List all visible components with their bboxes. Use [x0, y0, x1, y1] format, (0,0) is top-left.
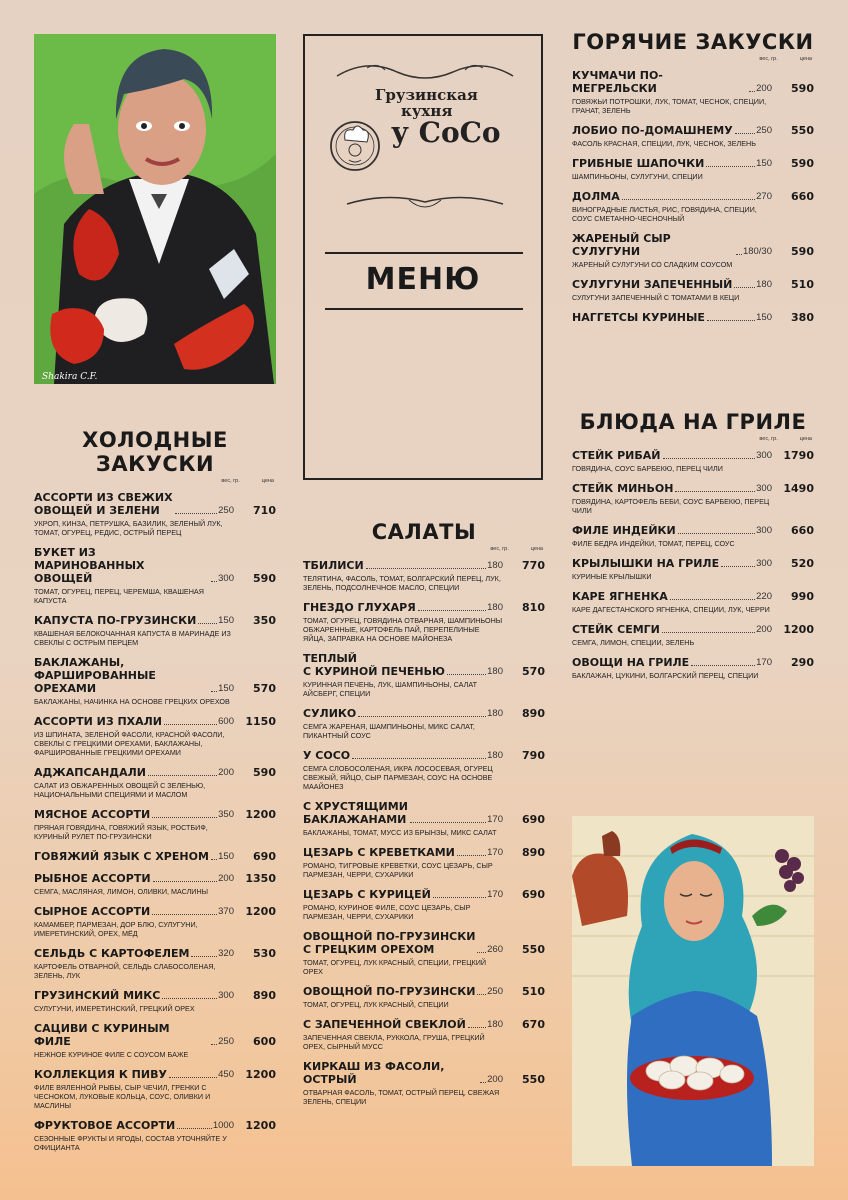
item-price: 1350 — [245, 872, 276, 885]
column-headers — [572, 56, 812, 62]
item-weight: 300 — [756, 558, 772, 569]
item-price: 770 — [522, 559, 545, 572]
item-description: ШАМПИНЬОНЫ, СУЛУГУНИ, СПЕЦИИ — [572, 172, 703, 181]
item-price: 690 — [522, 813, 545, 826]
weight-header: вес, гр. — [221, 478, 240, 484]
price-header: цена — [261, 478, 274, 484]
item-description: РОМАНО, КУРИНОЕ ФИЛЕ, СОУС ЦЕЗАРЬ, СЫР ПАРМЕЗАН, ЧЕРРИ, СУХАРИКИ — [303, 903, 471, 921]
section-cold-appetizers — [34, 428, 276, 1161]
item-price: 1150 — [245, 715, 276, 728]
weight-header: вес, гр. — [490, 546, 509, 552]
dot-leader — [468, 1027, 486, 1028]
item-weight: 370 — [218, 906, 234, 917]
item-name: ЖАРЕНЫЙ СЫР СУЛУГУНИ — [572, 232, 671, 258]
item-price: 1790 — [783, 449, 814, 462]
menu-item — [303, 1018, 545, 1051]
menu-item — [34, 766, 276, 799]
menu-item — [572, 557, 814, 581]
item-name: САЦИВИ С КУРИНЫМ ФИЛЕ — [34, 1022, 170, 1048]
price-header: цена — [799, 436, 812, 442]
item-name: ДОЛМА — [572, 190, 620, 203]
item-name: ЦЕЗАРЬ С КРЕВЕТКАМИ — [303, 846, 455, 859]
item-price: 590 — [791, 245, 814, 258]
item-name: С ХРУСТЯЩИМИ БАКЛАЖАНАМИ — [303, 800, 408, 826]
item-name: КАРЕ ЯГНЕНКА — [572, 590, 668, 603]
item-description: СЕЗОННЫЕ ФРУКТЫ И ЯГОДЫ, СОСТАВ УТОЧНЯЙТЕ У ОФИЦИАНТА — [34, 1134, 227, 1152]
item-weight: 170 — [487, 814, 503, 825]
item-name: КОЛЛЕКЦИЯ К ПИВУ — [34, 1068, 167, 1081]
dot-leader — [691, 665, 755, 666]
item-price: 530 — [253, 947, 276, 960]
menu-item — [34, 989, 276, 1013]
item-name: ГРУЗИНСКИЙ МИКС — [34, 989, 161, 1002]
item-price: 510 — [522, 985, 545, 998]
item-weight: 150 — [756, 312, 772, 323]
item-weight: 450 — [218, 1069, 234, 1080]
item-name: МЯСНОЕ АССОРТИ — [34, 808, 151, 821]
item-description: ГОВЯДИНА, СОУС БАРБЕКЮ, ПЕРЕЦ ЧИЛИ — [572, 464, 723, 473]
item-name: РЫБНОЕ АССОРТИ — [34, 872, 151, 885]
item-name: ЦЕЗАРЬ С КУРИЦЕЙ — [303, 888, 431, 901]
item-name: БУКЕТ ИЗ МАРИНОВАННЫХ ОВОЩЕЙ — [34, 546, 145, 585]
item-description: ТЕЛЯТИНА, ФАСОЛЬ, ТОМАТ, БОЛГАРСКИЙ ПЕРЕЦ, ЛУК, ЗЕЛЕНЬ, ПОДСОЛНЕЧНОЕ МАСЛО, СПЕЦИИ — [303, 574, 501, 592]
item-weight: 200 — [756, 83, 772, 94]
item-name: КРЫЛЫШКИ НА ГРИЛЕ — [572, 557, 720, 570]
dot-leader — [148, 775, 217, 776]
item-name: ОВОЩИ НА ГРИЛЕ — [572, 656, 690, 669]
dot-leader — [175, 513, 218, 514]
item-price: 590 — [253, 766, 276, 779]
section-title: САЛАТЫ — [371, 520, 477, 544]
item-weight: 180 — [487, 666, 503, 677]
item-description: СУЛУГУНИ ЗАПЕЧЕННЫЙ С ТОМАТАМИ В КЕЦИ — [572, 293, 740, 302]
item-weight: 150 — [218, 683, 234, 694]
dot-leader — [749, 91, 755, 92]
item-description: ТОМАТ, ОГУРЕЦ, ГОВЯДИНА ОТВАРНАЯ, ШАМПИНЬОНЫ ОБЖАРЕННЫЕ, КАРТОФЕЛЬ ПАЙ, ПЕРЕПЕЛИНЫЕ ЯЙЦА, ЗАПРАВКА НА ОСНОВЕ МАЙОНЕЗА — [303, 616, 503, 643]
dot-leader — [152, 817, 217, 818]
item-name: СЕЛЬДЬ С КАРТОФЕЛЕМ — [34, 947, 190, 960]
item-description: ТОМАТ, ОГУРЕЦ, ЛУК КРАСНЫЙ, СПЕЦИИ, ГРЕЦКИЙ ОРЕХ — [303, 958, 487, 976]
item-description: КУРИННАЯ ПЕЧЕНЬ, ЛУК, ШАМПИНЬОНЫ, САЛАТ АЙСБЕРГ, СПЕЦИИ — [303, 680, 477, 698]
menu-item — [572, 590, 814, 614]
item-price: 570 — [522, 665, 545, 678]
menu-item — [34, 614, 276, 647]
menu-item — [572, 278, 814, 302]
item-description: КУРИНЫЕ КРЫЛЫШКИ — [572, 572, 652, 581]
price-header: цена — [530, 546, 543, 552]
dot-leader — [162, 998, 217, 999]
menu-item — [303, 846, 545, 879]
item-weight: 180/30 — [742, 246, 772, 257]
section-title: ГОРЯЧИЕ ЗАКУСКИ — [572, 30, 814, 54]
item-weight: 300 — [756, 450, 772, 461]
section-hot-appetizers — [572, 30, 814, 333]
item-description: ИЗ ШПИНАТА, ЗЕЛЕНОЙ ФАСОЛИ, КРАСНОЙ ФАСОЛИ, СВЕКЛЫ С ГРЕЦКИМИ ОРЕХАМИ, БАКЛАЖАНЫ, ФАРШИРОВАННЫЕ ГРЕЦКИМИ ОРЕХАМИ — [34, 730, 225, 757]
dot-leader — [480, 1082, 486, 1083]
item-description: СУЛУГУНИ, ИМЕРЕТИНСКИЙ, ГРЕЦКИЙ ОРЕХ — [34, 1004, 195, 1013]
dot-leader — [477, 952, 486, 953]
item-price: 990 — [791, 590, 814, 603]
item-name: ГРИБНЫЕ ШАПОЧКИ — [572, 157, 705, 170]
menu-item — [303, 930, 545, 976]
item-price: 710 — [253, 504, 276, 517]
dot-leader — [662, 632, 755, 633]
menu-item — [572, 482, 814, 515]
price-header: цена — [799, 56, 812, 62]
item-description: СЕМГА ЖАРЕНАЯ, ШАМПИНЬОНЫ, МИКС САЛАТ, ПИКАНТНЫЙ СОУС — [303, 722, 475, 740]
dot-leader — [477, 994, 486, 995]
menu-item — [572, 524, 814, 548]
dot-leader — [358, 716, 486, 717]
item-description: СЕМГА, МАСЛЯНАЯ, ЛИМОН, ОЛИВКИ, МАСЛИНЫ — [34, 887, 209, 896]
dot-leader — [418, 610, 486, 611]
logo-line-1: Грузинская — [375, 86, 478, 104]
item-description: СЕМГА, ЛИМОН, СПЕЦИИ, ЗЕЛЕНЬ — [572, 638, 695, 647]
item-description: ВИНОГРАДНЫЕ ЛИСТЬЯ, РИС, ГОВЯДИНА, СПЕЦИИ, СОУС СМЕТАННО-ЧЕСНОЧНЫЙ — [572, 205, 757, 223]
item-weight: 150 — [218, 615, 234, 626]
menu-item — [34, 491, 276, 537]
item-price: 1200 — [783, 623, 814, 636]
dot-leader — [410, 822, 486, 823]
item-description: ФИЛЕ ВЯЛЕННОЙ РЫБЫ, СЫР ЧЕЧИЛ, ГРЕНКИ С ЧЕСНОКОМ, ЛУКОВЫЕ КОЛЬЦА, СОУС, ОЛИВКИ И МАСЛИНЫ — [34, 1083, 211, 1110]
item-price: 520 — [791, 557, 814, 570]
item-weight: 300 — [218, 990, 234, 1001]
item-price: 350 — [253, 614, 276, 627]
item-weight: 250 — [756, 125, 772, 136]
item-weight: 300 — [756, 483, 772, 494]
painting-woman-with-khinkali — [572, 816, 814, 1166]
section-salads — [303, 520, 545, 1115]
dot-leader — [366, 568, 486, 569]
item-weight: 180 — [487, 708, 503, 719]
item-name: АССОРТИ ИЗ СВЕЖИХ ОВОЩЕЙ И ЗЕЛЕНИ — [34, 491, 173, 517]
menu-item — [303, 985, 545, 1009]
dot-leader — [211, 859, 217, 860]
dot-leader — [164, 724, 217, 725]
item-price: 890 — [253, 989, 276, 1002]
item-weight: 180 — [487, 1019, 503, 1030]
dot-leader — [211, 581, 217, 582]
item-description: НЕЖНОЕ КУРИНОЕ ФИЛЕ С СОУСОМ БАЖЕ — [34, 1050, 189, 1059]
item-price: 660 — [791, 190, 814, 203]
dot-leader — [191, 956, 217, 957]
item-description: РОМАНО, ТИГРОВЫЕ КРЕВЕТКИ, СОУС ЦЕЗАРЬ, СЫР ПАРМЕЗАН, ЧЕРРИ, СУХАРИКИ — [303, 861, 493, 879]
item-weight: 200 — [218, 873, 234, 884]
menu-item — [303, 652, 545, 698]
menu-item — [572, 157, 814, 181]
item-weight: 250 — [218, 505, 234, 516]
menu-item — [572, 449, 814, 473]
item-price: 890 — [522, 707, 545, 720]
item-price: 590 — [253, 572, 276, 585]
item-price: 890 — [522, 846, 545, 859]
item-price: 290 — [791, 656, 814, 669]
item-name: ОВОЩНОЙ ПО-ГРУЗИНСКИ — [303, 985, 476, 998]
item-name: АДЖАПСАНДАЛИ — [34, 766, 146, 779]
item-description: ОТВАРНАЯ ФАСОЛЬ, ТОМАТ, ОСТРЫЙ ПЕРЕЦ, СВЕЖАЯ ЗЕЛЕНЬ, СПЕЦИИ — [303, 1088, 500, 1106]
item-weight: 180 — [487, 602, 503, 613]
item-description: ГОВЯДИНА, КАРТОФЕЛЬ БЕБИ, СОУС БАРБЕКЮ, ПЕРЕЦ ЧИЛИ — [572, 497, 770, 515]
menu-item — [572, 69, 814, 115]
item-price: 600 — [253, 1035, 276, 1048]
dot-leader — [153, 881, 218, 882]
item-name: ФИЛЕ ИНДЕЙКИ — [572, 524, 676, 537]
menu-item — [34, 715, 276, 757]
svg-text:Shakira C.F.: Shakira C.F. — [42, 372, 98, 382]
weight-header: вес, гр. — [759, 436, 778, 442]
menu-item — [303, 800, 545, 837]
menu-item — [572, 190, 814, 223]
dot-leader — [211, 691, 217, 692]
menu-item — [34, 546, 276, 605]
weight-header: вес, гр. — [759, 56, 778, 62]
item-weight: 250 — [487, 986, 503, 997]
item-weight: 300 — [218, 573, 234, 584]
dot-leader — [447, 674, 486, 675]
dot-leader — [622, 199, 755, 200]
menu-item — [303, 601, 545, 643]
menu-item — [303, 1060, 545, 1106]
item-name: АССОРТИ ИЗ ПХАЛИ — [34, 715, 163, 728]
painting-man-with-peppers — [34, 34, 276, 384]
menu-item — [303, 749, 545, 791]
item-price: 810 — [522, 601, 545, 614]
logo-box — [303, 34, 543, 480]
dot-leader — [670, 599, 755, 600]
item-description: ГОВЯЖЬИ ПОТРОШКИ, ЛУК, ТОМАТ, ЧЕСНОК, СПЕЦИИ, ГРАНАТ, ЗЕЛЕНЬ — [572, 97, 767, 115]
item-weight: 180 — [756, 279, 772, 290]
item-price: 690 — [522, 888, 545, 901]
dot-leader — [433, 897, 486, 898]
item-price: 380 — [791, 311, 814, 324]
item-name: ОВОЩНОЙ ПО-ГРУЗИНСКИ С ГРЕЦКИМ ОРЕХОМ — [303, 930, 476, 956]
item-price: 510 — [791, 278, 814, 291]
item-weight: 350 — [218, 809, 234, 820]
menu-item — [34, 850, 276, 863]
item-price: 590 — [791, 82, 814, 95]
section-title: БЛЮДА НА ГРИЛЕ — [579, 410, 807, 434]
item-price: 1200 — [245, 1119, 276, 1132]
menu-item — [572, 232, 814, 269]
column-headers — [303, 546, 543, 552]
item-description: ТОМАТ, ОГУРЕЦ, ПЕРЕЦ, ЧЕРЕМША, КВАШЕНАЯ КАПУСТА — [34, 587, 204, 605]
dot-leader — [198, 623, 217, 624]
item-name: КИРКАШ ИЗ ФАСОЛИ, ОСТРЫЙ — [303, 1060, 445, 1086]
item-weight: 1000 — [212, 1120, 234, 1131]
item-weight: 200 — [756, 624, 772, 635]
dot-leader — [678, 533, 755, 534]
menu-item — [34, 1022, 276, 1059]
item-description: ЖАРЕНЫЙ СУЛУГУНИ СО СЛАДКИМ СОУСОМ — [572, 260, 733, 269]
item-name: СТЕЙК РИБАЙ — [572, 449, 661, 462]
item-name: КУЧМАЧИ ПО-МЕГРЕЛЬСКИ — [572, 69, 663, 95]
item-name: У СОСО — [303, 749, 351, 762]
item-weight: 150 — [218, 851, 234, 862]
dot-leader — [721, 566, 755, 567]
item-weight: 270 — [756, 191, 772, 202]
dot-leader — [735, 133, 755, 134]
dot-leader — [352, 758, 486, 759]
item-price: 690 — [253, 850, 276, 863]
column-headers — [34, 478, 274, 484]
item-description: БАКЛАЖАН, ЦУКИНИ, БОЛГАРСКИЙ ПЕРЕЦ, СПЕЦИИ — [572, 671, 759, 680]
item-name: СЫРНОЕ АССОРТИ — [34, 905, 151, 918]
menu-item — [572, 656, 814, 680]
item-description: КАРТОФЕЛЬ ОТВАРНОЙ, СЕЛЬДЬ СЛАБОСОЛЕНАЯ, ЗЕЛЕНЬ, ЛУК — [34, 962, 216, 980]
menu-item — [34, 808, 276, 841]
dot-leader — [152, 914, 217, 915]
item-name: С ЗАПЕЧЕННОЙ СВЕКЛОЙ — [303, 1018, 466, 1031]
dot-leader — [663, 458, 756, 459]
item-name: ГОВЯЖИЙ ЯЗЫК С ХРЕНОМ — [34, 850, 209, 863]
item-name: ФРУКТОВОЕ АССОРТИ — [34, 1119, 176, 1132]
item-weight: 170 — [487, 889, 503, 900]
item-weight: 260 — [487, 944, 503, 955]
menu-item — [303, 888, 545, 921]
section-grill — [572, 410, 814, 689]
item-name: КАПУСТА ПО-ГРУЗИНСКИ — [34, 614, 197, 627]
item-description: ФИЛЕ БЕДРА ИНДЕЙКИ, ТОМАТ, ПЕРЕЦ, СОУС — [572, 539, 735, 548]
item-weight: 250 — [218, 1036, 234, 1047]
item-price: 590 — [791, 157, 814, 170]
menu-item — [34, 905, 276, 938]
item-price: 1200 — [245, 905, 276, 918]
item-description: КАРЕ ДАГЕСТАНСКОГО ЯГНЕНКА, СПЕЦИИ, ЛУК, ЧЕРРИ — [572, 605, 770, 614]
item-description: ЗАПЕЧЕННАЯ СВЕКЛА, РУККОЛА, ГРУША, ГРЕЦКИЙ ОРЕХ, СЫРНЫЙ МУСС — [303, 1033, 485, 1051]
item-name: ТЕПЛЫЙ С КУРИНОЙ ПЕЧЕНЬЮ — [303, 652, 445, 678]
item-name: СТЕЙК МИНЬОН — [572, 482, 674, 495]
item-price: 1200 — [245, 1068, 276, 1081]
menu-item — [34, 1119, 276, 1152]
column-headers — [572, 436, 812, 442]
dot-leader — [736, 254, 742, 255]
item-description: ФАСОЛЬ КРАСНАЯ, СПЕЦИИ, ЛУК, ЧЕСНОК, ЗЕЛЕНЬ — [572, 139, 756, 148]
item-name: СУЛИКО — [303, 707, 357, 720]
menu-item — [572, 311, 814, 324]
dot-leader — [457, 855, 486, 856]
menu-item — [303, 707, 545, 740]
item-name: НАГГЕТСЫ КУРИНЫЕ — [572, 311, 705, 324]
dot-leader — [734, 287, 755, 288]
item-description: БАКЛАЖАНЫ, НАЧИНКА НА ОСНОВЕ ГРЕЦКИХ ОРЕХОВ — [34, 697, 230, 706]
item-name: СУЛУГУНИ ЗАПЕЧЕННЫЙ — [572, 278, 733, 291]
item-name: БАКЛАЖАНЫ, ФАРШИРОВАННЫЕ ОРЕХАМИ — [34, 656, 156, 695]
menu-item — [303, 559, 545, 592]
item-weight: 170 — [487, 847, 503, 858]
item-name: СТЕЙК СЕМГИ — [572, 623, 660, 636]
menu-item — [34, 872, 276, 896]
dot-leader — [169, 1077, 217, 1078]
item-name: ЛОБИО ПО-ДОМАШНЕМУ — [572, 124, 733, 137]
item-name: ГНЕЗДО ГЛУХАРЯ — [303, 601, 416, 614]
item-weight: 180 — [487, 560, 503, 571]
dot-leader — [706, 166, 755, 167]
item-price: 570 — [253, 682, 276, 695]
menu-item — [572, 623, 814, 647]
item-price: 550 — [522, 1073, 545, 1086]
item-weight: 220 — [756, 591, 772, 602]
menu-item — [34, 656, 276, 706]
item-price: 1490 — [783, 482, 814, 495]
item-description: КВАШЕНАЯ БЕЛОКОЧАННАЯ КАПУСТА В МАРИНАДЕ ИЗ СВЕКЛЫ С ОСТРЫМ ПЕРЦЕМ — [34, 629, 231, 647]
item-weight: 200 — [487, 1074, 503, 1085]
item-name: ТБИЛИСИ — [303, 559, 364, 572]
item-weight: 320 — [218, 948, 234, 959]
item-price: 790 — [522, 749, 545, 762]
section-title: ХОЛОДНЫЕ ЗАКУСКИ — [82, 428, 228, 476]
item-price: 660 — [791, 524, 814, 537]
dot-leader — [675, 491, 755, 492]
item-description: ТОМАТ, ОГУРЕЦ, ЛУК КРАСНЫЙ, СПЕЦИИ — [303, 1000, 449, 1009]
item-price: 550 — [791, 124, 814, 137]
item-price: 1200 — [245, 808, 276, 821]
item-description: ПРЯНАЯ ГОВЯДИНА, ГОВЯЖИЙ ЯЗЫК, РОСТБИФ, КУРИНЫЙ РУЛЕТ ПО-ГРУЗИНСКИ — [34, 823, 208, 841]
logo-line-3: у СоСо — [391, 116, 501, 149]
item-price: 670 — [522, 1018, 545, 1031]
logo-line-2: кухня — [401, 102, 453, 120]
item-weight: 300 — [756, 525, 772, 536]
menu-title: МЕНЮ — [365, 262, 481, 297]
item-price: 550 — [522, 943, 545, 956]
item-weight: 600 — [218, 716, 234, 727]
dot-leader — [211, 1044, 217, 1045]
item-description: САЛАТ ИЗ ОБЖАРЕННЫХ ОВОЩЕЙ С ЗЕЛЕНЬЮ, НАЦИОНАЛЬНЫМИ СПЕЦИЯМИ И МАСЛОМ — [34, 781, 206, 799]
dot-leader — [707, 320, 755, 321]
dot-leader — [177, 1128, 212, 1129]
item-description: БАКЛАЖАНЫ, ТОМАТ, МУСС ИЗ БРЫНЗЫ, МИКС САЛАТ — [303, 828, 497, 837]
item-description: КАМАМБЕР, ПАРМЕЗАН, ДОР БЛЮ, СУЛУГУНИ, ИМЕРЕТИНСКИЙ, ОРЕХ, МЁД — [34, 920, 198, 938]
item-weight: 170 — [756, 657, 772, 668]
menu-item — [34, 1068, 276, 1110]
menu-item — [34, 947, 276, 980]
item-weight: 200 — [218, 767, 234, 778]
menu-item — [572, 124, 814, 148]
item-description: УКРОП, КИНЗА, ПЕТРУШКА, БАЗИЛИК, ЗЕЛЕНЫЙ ЛУК, ТОМАТ, ОГУРЕЦ, РЕДИС, ОСТРЫЙ ПЕРЕЦ — [34, 519, 223, 537]
item-weight: 150 — [756, 158, 772, 169]
item-weight: 180 — [487, 750, 503, 761]
item-description: СЕМГА СЛОБОСОЛЕНАЯ, ИКРА ЛОСОСЕВАЯ, ОГУРЕЦ СВЕЖЫЙ, ЯЙЦО, СЫР ПАРМЕЗАН, СОУС НА ОСНОВЕ МААЙОНЕЗ — [303, 764, 493, 791]
